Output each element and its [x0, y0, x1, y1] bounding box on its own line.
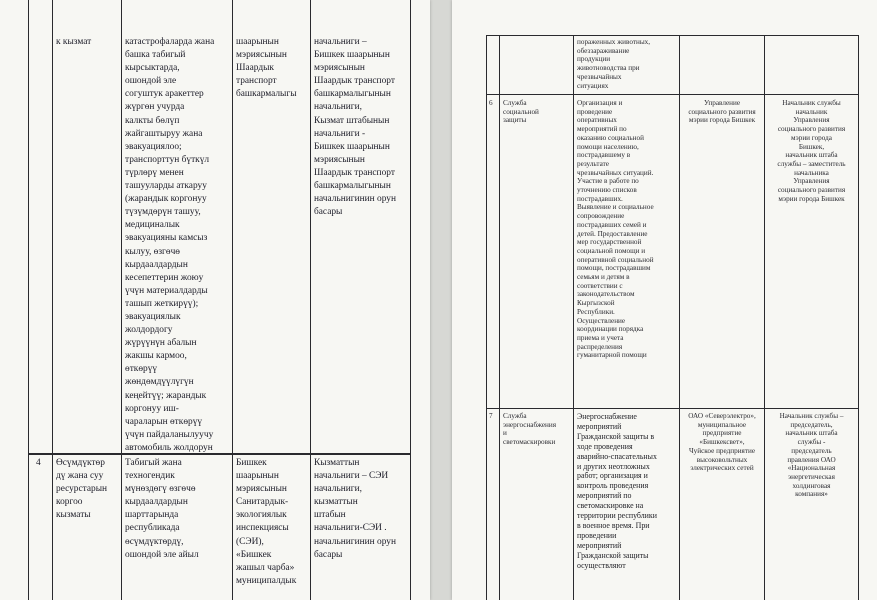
table-column-divider [121, 0, 122, 600]
table-border-left [486, 35, 487, 600]
right-document-page [452, 0, 877, 600]
row-number-4: 4 [36, 458, 41, 468]
energy-service-organization-cell: ОАО «Северэлектро», муниципальное предприятие «Бишкексвет», Чуйское предприятие высоковольтных электрических сетей [688, 412, 756, 473]
table-column-divider [499, 35, 500, 600]
plant-water-service-head-cell: Кызматтын начальниги – СЭИ начальниги, кызматтын штабын начальниги-СЭИ . начальнигинин орун басары [314, 458, 396, 560]
energy-service-tasks-cell: Энергоснабжение мероприятий Гражданской защиты в ходе проведения аварийно-спасательных и других неотложных работ; организация и контроль проведения мероприятий по светомаскировке на территории республики в военное время. При проведении мероприятий Гражданской защиты осуществляют [577, 412, 657, 570]
table-border-right [410, 0, 411, 600]
social-service-name-cell: Служба социальной защиты [503, 99, 539, 125]
transport-service-organization-cell: шаарынын мэриясынын Шаардык транспорт башкармалыгы [236, 37, 297, 100]
social-service-organization-cell: Управление социального развития мэрии города Бишкек [688, 99, 756, 125]
table-column-divider [573, 35, 574, 600]
table-border-left [28, 0, 29, 600]
table-column-divider [310, 0, 311, 600]
table-column-divider [764, 35, 765, 600]
transport-service-tasks-cell: катастрофалардa жана башка табигый кырсыктарда, ошондой эле согуштук аракеттер жүргөн учурда калкты бөлүп жайгаштыруу жана эвакуациялоо; транспорттун бүткүл түрлөрү менен ташууларды аткаруу (жарандык коргонуу түзүмдөрүн ташуу, медициналык эвакуацияны камсыз кылуу, өзгөчө кырдаалдардын кесепеттерин жоюу үчүн материалдарды ташып жеткирүү); эвакуациялык жолдордогу жүрүүнүн абалын жакшы кармоо, өткөрүү жөндөмдүүлүгүн кеңейтүү; жарандык коргонуу иш- чараларын өткөрүү үчүн пайдаланылуучу автомобиль жолдорун [125, 37, 215, 452]
plant-water-service-tasks-cell: Табигый жана техногендик мүнөздөгү өзгөчө кырдаалдардын шарттарында республикада өсүмдүктөрдү, ошондой эле айыл [125, 458, 199, 560]
row-number-7: 7 [489, 412, 493, 420]
table-row-divider [28, 453, 411, 455]
table-column-divider [679, 35, 680, 600]
energy-service-head-cell: Начальник службы – председатель, начальник штаба службы - председатель правления ОАО «Национальная энергетическая холдинговая компания» [779, 412, 844, 499]
table-top-border [486, 35, 859, 36]
left-document-page [0, 0, 430, 600]
plant-water-service-organization-cell: Бишкек шаарынын мэриясынын Санитардык- экологиялык инспекциясы (СЭИ), «Бишкек жашыл чарба» муниципалдык [236, 458, 297, 586]
table-column-divider [52, 0, 53, 600]
row-number-6: 6 [489, 99, 493, 107]
vet-service-tasks-continuation-cell: пораженных животных, обеззараживание продукции животноводства при чрезвычайных ситуациях [577, 38, 651, 90]
transport-service-head-cell: начальниги – Бишкек шаарынын мэриясынын Шаардык транспорт башкармалыгынын начальниги, Кызмат штабынын начальниги - Бишкек шаарынын мэриясынын Шаардык транспорт башкармалыгынын начальнигинин орун басары [314, 37, 396, 218]
plant-water-service-name-cell: Өсүмдүктөр дү жана суу ресурстарын коргоо кызматы [56, 458, 108, 521]
table-column-divider [232, 0, 233, 600]
energy-service-name-cell: Служба энергоснабжения и светомаскировки [503, 412, 557, 447]
social-service-tasks-cell: Организация и проведение оперативных мероприятий по оказанию социальной помощи населению, пострадавшему в результате чрезвычайных ситуаций. Участие в работе по уточнению списков пострадавших. Выявление и социальное сопровождение пострадавших семей и детей. Предоставление мер государственной социальной помощи и оперативной социальной помощи, пострадавшим семьям и детям в соответствии с законодательством Кыргызской Республики. Осуществление координации порядка приема и учета распределения гуманитарной помощи [577, 99, 654, 360]
table-row-divider [486, 408, 859, 409]
table-row-divider [486, 94, 859, 95]
social-service-head-cell: Начальник службы начальник Управления социального развития мэрии города Бишкек, начальник штаба службы – заместитель начальника Управления социального развития мэрии города Бишкек [777, 99, 846, 203]
table-border-right [858, 35, 859, 600]
transport-service-name-cell: к кызмат [56, 37, 92, 47]
